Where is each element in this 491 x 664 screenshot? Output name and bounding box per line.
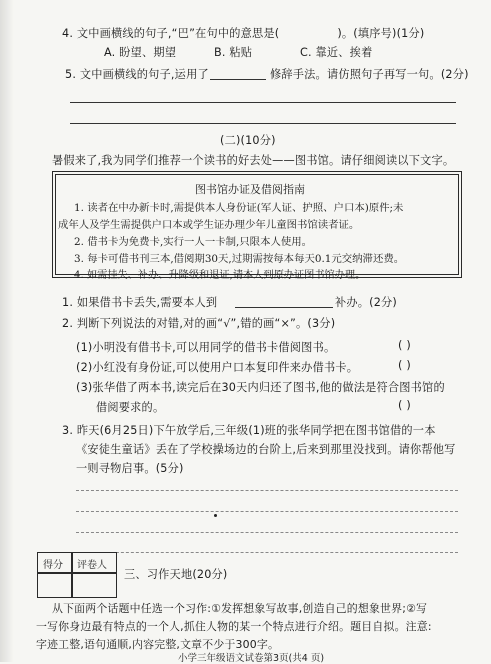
q5-answer-line-1[interactable] xyxy=(70,102,456,103)
q2-item-3: (3)张华借了两本书,读完后在30天内归还了图书,他的做法是符合图书馆的 xyxy=(76,381,445,394)
q2-stem: 2. 判断下列说法的对错,对的画“√”,错的画“×”。(3分) xyxy=(62,317,336,330)
q3-line-1: 3. 昨天(6月25日)下午放学后,三年级(1)班的张华同学把在图书馆借的一本 xyxy=(62,424,436,437)
page-edge-shadow xyxy=(0,0,14,662)
section2-title: (二)(10分) xyxy=(220,134,276,147)
reviewer-label: 评卷人 xyxy=(77,560,107,571)
q4-tail-text: )。(填序号)(1分) xyxy=(337,27,425,40)
q1-blank-line[interactable] xyxy=(235,307,333,308)
q4-option-b: B. 粘贴 xyxy=(214,46,253,59)
q1-stem-a: 1. 如果借书卡丢失,需要本人到 xyxy=(62,296,218,309)
guide-item-2: 2. 借书卡为免费卡,实行一人一卡制,只限本人使用。 xyxy=(74,236,313,248)
section3-line-2: 一写你身边最有特点的一个人,抓住人物的某一个特点进行介绍。题目自拟。注意: xyxy=(36,620,432,633)
q2-item-2: (2)小红没有身份证,可以使用户口本复印件来办借书卡。 xyxy=(76,361,359,374)
score-input-cell[interactable] xyxy=(37,572,73,598)
q2-answer-2[interactable]: ( ) xyxy=(398,359,411,372)
section3-line-1: 从下面两个话题中任选一个习作:①发挥想象写故事,创造自己的想象世界;②写 xyxy=(52,602,428,615)
guide-item-1-cont: 成年人及学生需提供户口本或学生证办理少年儿童图书馆读者证。 xyxy=(58,219,360,231)
section2-intro: 暑假来了,我为同学们推荐一个读书的好去处——图书馆。请仔细阅读以下文字。 xyxy=(52,154,455,167)
ink-dot xyxy=(214,514,217,517)
guide-item-3: 3. 每卡可借书刊三本,借阅期30天,过期需按每本每天0.1元交纳滞还费。 xyxy=(74,253,405,265)
guide-item-4: 4. 如需挂失、补办、升降级和退证,请本人到原办证图书馆办理。 xyxy=(74,270,366,281)
q5-answer-line-2[interactable] xyxy=(70,123,456,124)
q2-answer-1[interactable]: ( ) xyxy=(398,339,411,352)
page-footer: 小学三年级语文试卷第3页(共4 页) xyxy=(178,653,325,664)
q5-blank-line[interactable] xyxy=(210,79,266,80)
q3-line-3: 一则寻物启事。(5分) xyxy=(76,462,184,475)
reviewer-input-cell[interactable] xyxy=(71,572,117,598)
guide-title: 图书馆办证及借阅指南 xyxy=(195,183,305,196)
q5-stem-b: 修辞手法。请仿照句子再写一句。(2分) xyxy=(270,68,469,81)
q4-stem-text: 4. 文中画横线的句子,“巴”在句中的意思是( xyxy=(62,27,280,40)
q2-item-3-cont: 借阅要求的。 xyxy=(96,401,165,414)
guide-item-1: 1. 读者在中办新卡时,需提供本人身份证(军人证、护照、户口本)原件;未 xyxy=(74,202,404,214)
score-label: 得分 xyxy=(43,560,63,571)
q2-item-1: (1)小明没有借书卡,可以用同学的借书卡借阅图书。 xyxy=(76,341,336,354)
q4-stem xyxy=(62,25,424,41)
q4-option-c: C. 靠近、挨着 xyxy=(300,46,373,59)
q1-stem-b: 补办。(2分) xyxy=(335,296,397,309)
q3-answer-line-2[interactable] xyxy=(76,511,458,512)
q3-answer-line-3[interactable] xyxy=(76,532,458,533)
section3-title: 三、习作天地(20分) xyxy=(124,568,228,581)
q3-line-2: 《安徒生童话》丢在了学校操场边的台阶上,后来到那里没找到。请你帮他写 xyxy=(76,443,456,456)
q2-answer-3[interactable]: ( ) xyxy=(398,399,411,412)
q3-answer-line-1[interactable] xyxy=(76,490,458,491)
q5-stem-a: 5. 文中画横线的句子,运用了 xyxy=(65,68,209,81)
q3-answer-line-4[interactable] xyxy=(76,552,458,553)
section3-line-3: 字迹工整,语句通顺,内容完整,文章不少于300字。 xyxy=(36,638,280,651)
q4-option-a: A. 盼望、期望 xyxy=(104,46,177,59)
